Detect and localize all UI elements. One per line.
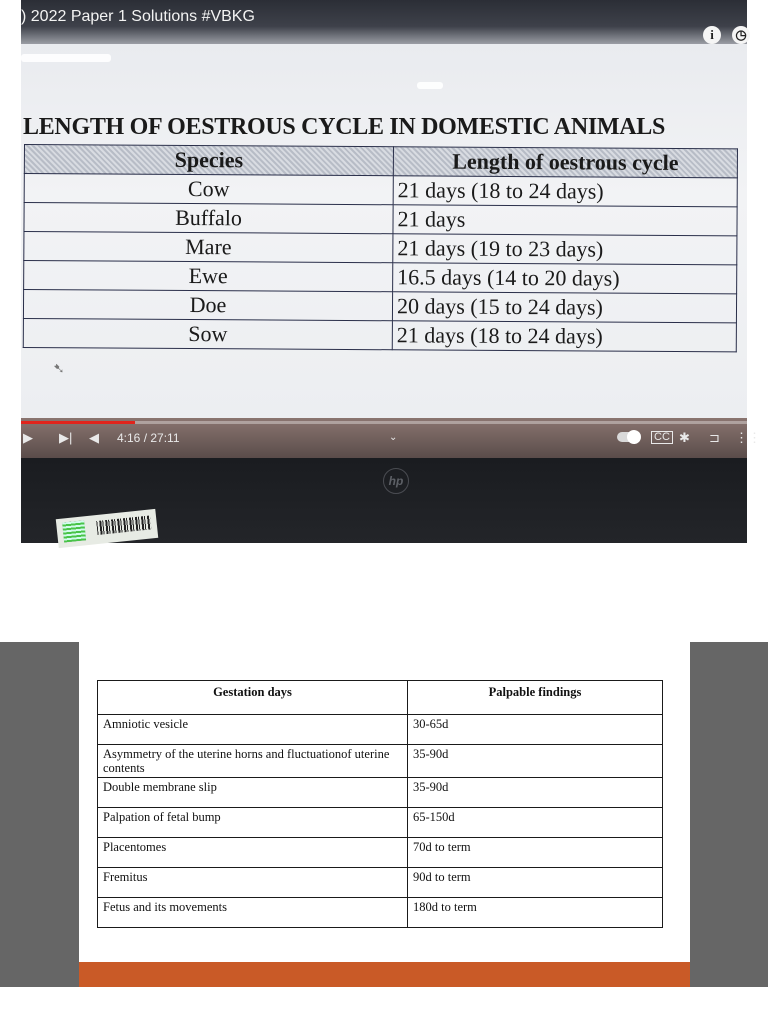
days-cell: 70d to term bbox=[408, 838, 663, 868]
barcode-icon bbox=[96, 515, 151, 535]
screen-glare bbox=[417, 82, 443, 89]
laptop-bezel bbox=[21, 458, 747, 543]
species-cell: Sow bbox=[23, 318, 392, 349]
progress-track[interactable] bbox=[135, 421, 747, 424]
cast-icon[interactable]: ⊐ bbox=[709, 430, 720, 445]
screen-glare bbox=[21, 54, 111, 62]
table-row bbox=[23, 290, 736, 323]
column-header-gestation-days: Gestation days bbox=[98, 681, 408, 715]
days-cell: 65-150d bbox=[408, 808, 663, 838]
days-cell: 35-90d bbox=[408, 778, 663, 808]
watch-later-icon[interactable]: ◷ bbox=[732, 26, 750, 44]
barcode-sticker bbox=[56, 509, 158, 548]
table-row bbox=[98, 868, 663, 898]
chevron-down-icon[interactable]: ⌄ bbox=[389, 432, 398, 443]
table-row bbox=[98, 808, 663, 838]
time-display: 4:16 / 27:11 bbox=[117, 431, 180, 445]
table-row bbox=[98, 838, 663, 868]
table-header-row bbox=[98, 681, 663, 715]
finding-cell: Palpation of fetal bump bbox=[98, 808, 408, 838]
days-cell: 90d to term bbox=[408, 868, 663, 898]
hp-logo: hp bbox=[383, 468, 409, 494]
length-cell: 21 days (18 to 24 days) bbox=[393, 176, 737, 207]
table-header-row bbox=[24, 145, 737, 178]
qr-code-icon bbox=[62, 520, 86, 542]
next-icon[interactable]: ▶| bbox=[59, 430, 73, 445]
species-cell: Mare bbox=[24, 232, 393, 263]
volume-icon[interactable]: ◀ bbox=[89, 430, 99, 445]
document-footer-bar bbox=[79, 962, 690, 987]
finding-cell: Asymmetry of the uterine horns and fluctuationof uterine contents bbox=[98, 745, 408, 778]
progress-played[interactable] bbox=[21, 421, 135, 424]
mouse-cursor-icon: ➷ bbox=[53, 360, 65, 376]
days-cell: 35-90d bbox=[408, 745, 663, 778]
table-row bbox=[24, 232, 737, 265]
table-row bbox=[98, 778, 663, 808]
species-cell: Cow bbox=[24, 174, 393, 205]
video-frame[interactable] bbox=[21, 44, 747, 422]
fullscreen-icon[interactable]: ⋮⋮ bbox=[735, 430, 761, 445]
table-row bbox=[24, 261, 737, 294]
species-cell: Buffalo bbox=[24, 203, 393, 234]
finding-cell: Fetus and its movements bbox=[98, 898, 408, 928]
length-cell: 21 days (18 to 24 days) bbox=[392, 321, 736, 352]
captions-icon[interactable]: CC bbox=[651, 431, 673, 444]
finding-cell: Amniotic vesicle bbox=[98, 715, 408, 745]
settings-gear-icon[interactable]: ✱ bbox=[679, 430, 690, 445]
document-page bbox=[79, 642, 690, 987]
length-cell: 16.5 days (14 to 20 days) bbox=[393, 263, 737, 294]
table-row bbox=[98, 745, 663, 778]
video-player-photo bbox=[21, 0, 761, 543]
play-icon[interactable]: ▶ bbox=[23, 430, 33, 445]
video-controls-bar bbox=[21, 418, 761, 458]
length-cell: 21 days (19 to 23 days) bbox=[393, 234, 737, 265]
video-title[interactable]: ) 2022 Paper 1 Solutions #VBKG bbox=[21, 8, 255, 25]
finding-cell: Fremitus bbox=[98, 868, 408, 898]
column-header-length: Length of oestrous cycle bbox=[393, 147, 737, 178]
length-cell: 21 days bbox=[393, 205, 737, 236]
slide-heading: LENGTH OF OESTROUS CYCLE IN DOMESTIC ANIMALS bbox=[23, 114, 666, 140]
autoplay-toggle[interactable] bbox=[617, 432, 639, 442]
days-cell: 30-65d bbox=[408, 715, 663, 745]
length-cell: 20 days (15 to 24 days) bbox=[392, 292, 736, 323]
column-header-palpable-findings: Palpable findings bbox=[408, 681, 663, 715]
oestrous-table bbox=[23, 144, 738, 352]
species-cell: Ewe bbox=[24, 261, 393, 292]
table-row bbox=[24, 174, 737, 207]
video-title-bar bbox=[21, 0, 747, 44]
finding-cell: Double membrane slip bbox=[98, 778, 408, 808]
table-row bbox=[24, 203, 737, 236]
finding-cell: Placentomes bbox=[98, 838, 408, 868]
table-row bbox=[23, 318, 736, 351]
table-row bbox=[98, 898, 663, 928]
days-cell: 180d to term bbox=[408, 898, 663, 928]
table-row bbox=[98, 715, 663, 745]
gestation-table bbox=[97, 680, 663, 928]
column-header-species: Species bbox=[24, 145, 393, 176]
document-frame bbox=[0, 642, 768, 987]
species-cell: Doe bbox=[23, 290, 392, 321]
info-icon[interactable]: i bbox=[703, 26, 721, 44]
